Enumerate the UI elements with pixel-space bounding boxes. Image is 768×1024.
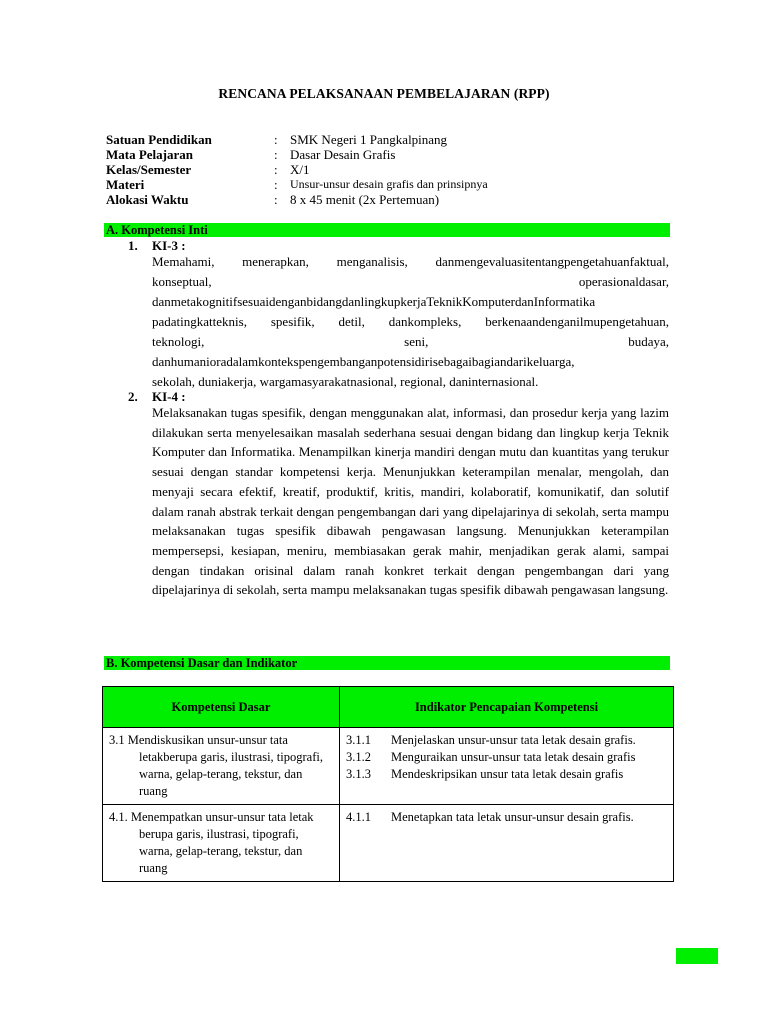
ki3-line: danmetakognitifsesuaidenganbidangdanlingkupkerjaTeknikKomputerdanInformatika — [152, 294, 596, 309]
identity-value: 8 x 45 menit (2x Pertemuan) — [290, 192, 440, 207]
ki4-text: Melaksanakan tugas spesifik, dengan menggunakan alat, informasi, dan prosedur kerja yang lazim dilakukan serta menyelesaikan masalah sederhana sesuai dengan bidang dan lingkup kerja Teknik Komputer dan Informatika. Menampilkan kinerja mandiri dengan mutu dan kuantitas yang terukur sesuai dengan standar kompetensi kerja. Menunjukkan keterampilan menalar, mengolah, dan menyaji secara efektif, kreatif, produktif, kritis, mandiri, kolaboratif, komunikatif, dan solutif dalam ranah abstrak terkait dengan pengembangan dari yang dipelajarinya di sekolah, serta mampu melaksanakan tugas spesifik dibawah pengawasan langsung. Menunjukkan keterampilan mempersepsi, kesiapan, meniru, membiasakan gerak mahir, menjadikan gerak alami, sampai dengan tindakan orisinal dalam ranah konkret terkait dengan pengembangan dari yang dipelajarinya di sekolah, serta mampu melaksanakan tugas spesifik dibawah pengawasan langsung. — [152, 405, 669, 598]
indicator-text: Menjelaskan unsur-unsur tata letak desain grafis. — [391, 733, 636, 747]
ki3-line: teknologi, seni, budaya, — [152, 334, 669, 349]
indicator-item — [346, 749, 666, 766]
ki3-number: 1. — [128, 238, 138, 253]
document-title: RENCANA PELAKSANAAN PEMBELAJARAN (RPP) — [218, 86, 550, 101]
identity-label: Mata Pelajaran — [106, 147, 194, 162]
identity-label: Satuan Pendidikan — [106, 132, 212, 147]
kd-cell — [103, 728, 340, 805]
indicator-text: Menetapkan tata letak unsur-unsur desain grafis. — [391, 810, 634, 824]
ki3-line: Memahami, menerapkan, menganalisis, danmengevaluasitentangpengetahuanfaktual, — [152, 254, 669, 269]
page-marker — [676, 948, 718, 964]
indicator-item — [346, 809, 666, 826]
identity-label: Kelas/Semester — [106, 162, 192, 177]
identity-value: SMK Negeri 1 Pangkalpinang — [290, 132, 448, 147]
indicator-cell — [340, 728, 674, 805]
identity-value: X/1 — [290, 162, 310, 177]
ki3-line: padatingkatteknis, spesifik, detil, dankompleks, berkenaandenganilmupengetahuan, — [152, 314, 669, 329]
identity-block — [106, 132, 488, 207]
indicator-code: 3.1.1 — [346, 733, 371, 747]
header-indikator: Indikator Pencapaian Kompetensi — [340, 687, 674, 728]
ki3-heading — [128, 238, 186, 253]
indicator-cell — [340, 805, 674, 882]
identity-separator: : — [274, 132, 278, 147]
ki3-line: danhumanioradalamkontekspengembanganpotensidirisebagaibagiandarikeluarga, — [152, 354, 575, 369]
table-row — [103, 805, 674, 882]
competency-table — [102, 686, 674, 882]
identity-row — [106, 147, 488, 162]
indicator-code: 3.1.3 — [346, 767, 371, 781]
header-kompetensi-dasar: Kompetensi Dasar — [103, 687, 340, 728]
identity-row — [106, 192, 488, 207]
table-row — [103, 728, 674, 805]
identity-row — [106, 177, 488, 192]
table-header-row — [103, 687, 674, 728]
ki4-title: KI-4 : — [152, 389, 186, 404]
identity-value: Unsur-unsur desain grafis dan prinsipnya — [290, 177, 488, 191]
indicator-text: Menguraikan unsur-unsur tata letak desain grafis — [391, 750, 636, 764]
identity-separator: : — [274, 177, 278, 192]
section-a-heading: A. Kompetensi Inti — [104, 223, 670, 237]
indicator-code: 3.1.2 — [346, 750, 371, 764]
kd-text: 3.1 Mendiskusikan unsur-unsur tata letakberupa garis, ilustrasi, tipografi, warna, gelap-terang, tekstur, dan ruang — [109, 733, 323, 798]
indicator-code: 4.1.1 — [346, 810, 371, 824]
indicator-item — [346, 766, 666, 783]
identity-separator: : — [274, 192, 278, 207]
identity-label: Alokasi Waktu — [106, 192, 189, 207]
identity-separator: : — [274, 162, 278, 177]
identity-row — [106, 162, 488, 177]
kd-text: 4.1. Menempatkan unsur-unsur tata letak berupa garis, ilustrasi, tipografi, warna, gelap-terang, tekstur, dan ruang — [109, 810, 314, 875]
identity-value: Dasar Desain Grafis — [290, 147, 396, 162]
identity-label: Materi — [106, 177, 145, 192]
section-b-heading: B. Kompetensi Dasar dan Indikator — [104, 656, 670, 670]
ki4-number: 2. — [128, 389, 138, 404]
identity-row — [106, 132, 488, 147]
ki3-line: konseptual, operasionaldasar, — [152, 274, 669, 289]
identity-separator: : — [274, 147, 278, 162]
indicator-item — [346, 732, 666, 749]
kd-cell — [103, 805, 340, 882]
indicator-text: Mendeskripsikan unsur tata letak desain grafis — [391, 767, 624, 781]
ki4-heading — [128, 389, 186, 404]
ki3-line: sekolah, duniakerja, wargamasyarakatnasional, regional, daninternasional. — [152, 374, 539, 389]
ki3-title: KI-3 : — [152, 238, 186, 253]
ki3-text — [152, 252, 669, 392]
